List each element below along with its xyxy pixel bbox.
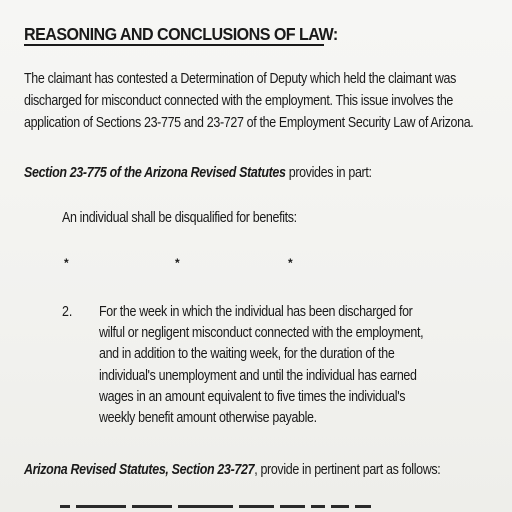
paragraph-line: The claimant has contested a Determination of Deputy which held the claimant was xyxy=(24,71,457,87)
item-line: For the week in which the individual has been discharged for xyxy=(99,304,413,320)
paragraph-line: discharged for misconduct connected with the employment. This issue involves the xyxy=(24,93,454,109)
ellipsis-star: * xyxy=(175,256,180,270)
statute-intro xyxy=(24,162,506,184)
section-heading: REASONING AND CONCLUSIONS OF LAW: xyxy=(24,24,338,44)
ellipsis-star: * xyxy=(288,256,293,270)
intro-paragraph xyxy=(24,68,506,134)
item-text xyxy=(99,302,482,429)
item-line: wilful or negligent misconduct connected with the employment, xyxy=(99,325,424,342)
heading-underline xyxy=(24,44,324,46)
closing-paragraph xyxy=(24,462,440,478)
closing-text: , provide in pertinent part as follows: xyxy=(254,462,441,478)
item-number: 2. xyxy=(62,304,73,320)
statute-citation: Section 23-775 of the Arizona Revised Statutes xyxy=(24,165,286,181)
closing-citation: Arizona Revised Statutes, Section 23-727 xyxy=(24,462,255,478)
ellipsis-star: * xyxy=(64,256,69,270)
quote-intro: An individual shall be disqualified for benefits: xyxy=(62,210,297,226)
statute-intro-text: provides in part: xyxy=(285,165,372,181)
item-line: and in addition to the waiting week, for the duration of the xyxy=(99,346,395,363)
paragraph-line: application of Sections 23-775 and 23-727 of the Employment Security Law of Arizona. xyxy=(24,115,474,131)
item-line: individual's unemployment and until the individual has earned xyxy=(99,367,417,384)
cut-off-text-line xyxy=(60,505,480,512)
item-line: weekly benefit amount otherwise payable. xyxy=(99,410,317,427)
item-line: wages in an amount equivalent to five times the individual's xyxy=(99,388,406,405)
